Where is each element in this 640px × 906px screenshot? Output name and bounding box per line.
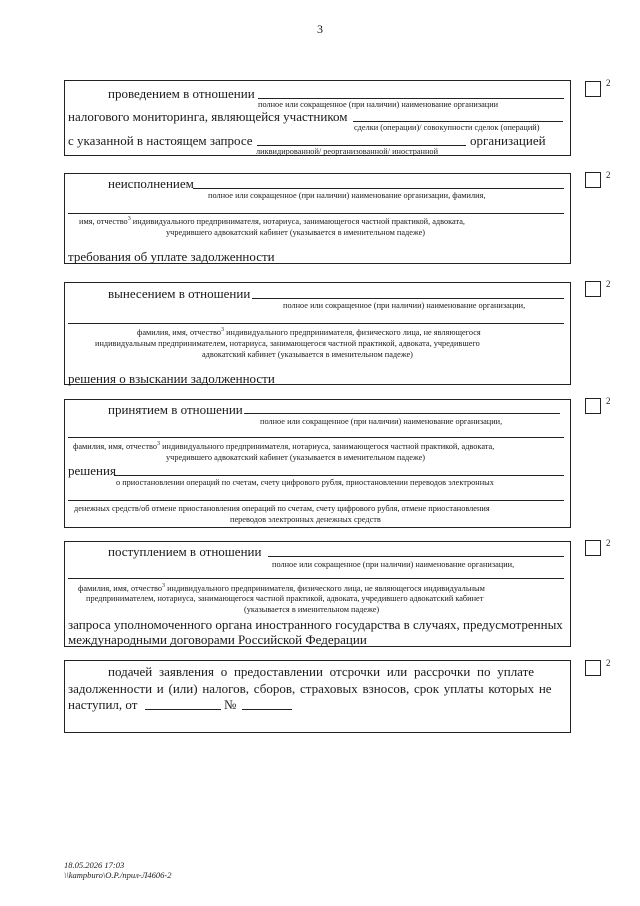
organization-status-field[interactable] xyxy=(257,145,466,146)
checkbox-footnote-mark: 2 xyxy=(606,78,611,88)
foreign-request-label: поступлением в отношении xyxy=(108,544,262,559)
decision-type-field[interactable] xyxy=(114,475,564,476)
decision-type-hint: о приостановлении операций по счетам, счету цифрового рубля, приостановлении переводов электронных xyxy=(116,478,494,487)
foreign-request-text-1: запроса уполномоченного органа иностранного государства в случаях, предусмотренных xyxy=(68,617,563,632)
checkbox-non-fulfillment[interactable] xyxy=(585,172,601,188)
requested-party-hint-2: фамилия, имя, отчество$^3$ индивидуального предпринимателя, физического лица, не являющегося индивидуальным xyxy=(78,583,485,593)
requested-party-field[interactable] xyxy=(268,556,564,557)
organization-status-hint: ликвидированной/ реорганизованной/ иностранной xyxy=(256,147,439,156)
debtor-name-field[interactable] xyxy=(252,298,564,299)
foreign-request-text-2: международными договорами Российской Федерации xyxy=(68,632,367,647)
checkbox-recovery-decision[interactable] xyxy=(585,281,601,297)
debtor-name-hint: полное или сокращенное (при наличии) наименование организации, xyxy=(283,301,526,310)
suspension-decision-label: принятием в отношении xyxy=(108,402,243,417)
taxpayer-name-field[interactable] xyxy=(193,188,564,189)
taxpayer-name-hint: полное или сокращенное (при наличии) наименование организации, фамилия, xyxy=(208,191,486,200)
deferral-text-3: наступил, от xyxy=(68,697,138,712)
checkbox-foreign-request[interactable] xyxy=(585,540,601,556)
taxpayer-name-field-2[interactable] xyxy=(68,213,564,214)
number-sign: № xyxy=(224,697,237,712)
debt-demand-label: требования об уплате задолженности xyxy=(68,249,275,264)
requested-party-field-2[interactable] xyxy=(68,578,564,579)
monitoring-line3-label: с указанной в настоящем запросе xyxy=(68,133,253,148)
organization-name-field[interactable] xyxy=(258,98,564,99)
footer-file-path: \\kampburo\О.Р./прил-Л4606-2 xyxy=(64,870,172,880)
decision-type-hint-2: денежных средств/об отмене приостановления операций по счетам, счету цифрового рубля, отмене приостановления xyxy=(74,504,490,513)
deal-type-hint: сделки (операции)/ совокупности сделок (операций) xyxy=(354,123,540,132)
checkbox-footnote-mark: 2 xyxy=(606,396,611,406)
taxpayer-name-hint-3: учредившего адвокатский кабинет (указывается в именительном падеже) xyxy=(166,228,426,237)
debtor-name-hint-4: адвокатский кабинет (указывается в именительном падеже) xyxy=(202,350,413,359)
monitoring-line1-label: проведением в отношении xyxy=(108,86,255,101)
checkbox-suspension-decision[interactable] xyxy=(585,398,601,414)
checkbox-footnote-mark: 2 xyxy=(606,658,611,668)
decision-label: решения xyxy=(68,463,116,478)
subject-name-hint-3: учредившего адвокатский кабинет (указывается в именительном падеже) xyxy=(166,453,426,462)
monitoring-line2-label: налогового мониторинга, являющейся участником xyxy=(68,109,348,124)
footer-date: 18.05.2026 17:03 xyxy=(64,860,125,870)
recovery-decision-text: решения о взыскании задолженности xyxy=(68,371,275,386)
debtor-name-field-2[interactable] xyxy=(68,323,564,324)
decision-type-field-2[interactable] xyxy=(68,500,564,501)
requested-party-hint: полное или сокращенное (при наличии) наименование организации, xyxy=(272,560,515,569)
requested-party-hint-3: предпринимателем, нотариуса, занимающегося частной практикой, адвоката, учредившего адвокатский кабинет xyxy=(86,594,484,603)
subject-name-field-2[interactable] xyxy=(68,437,564,438)
taxpayer-name-hint-2: имя, отчество$^3$ индивидуального предпринимателя, нотариуса, занимающегося частной практикой, адвоката, xyxy=(79,216,465,226)
application-number-field[interactable] xyxy=(242,709,292,710)
subject-name-hint-2: фамилия, имя, отчество$^3$ индивидуального предпринимателя, нотариуса, занимающегося частной практикой, адвоката, xyxy=(73,441,495,451)
page-number: 3 xyxy=(317,22,323,36)
requested-party-hint-4: (указывается в именительном падеже) xyxy=(244,605,380,614)
decision-type-hint-3: переводов электронных денежных средств xyxy=(230,515,381,524)
monitoring-line3-suffix: организацией xyxy=(470,133,546,148)
organization-name-hint: полное или сокращенное (при наличии) наименование организации xyxy=(258,100,499,109)
debtor-name-hint-3: индивидуальным предпринимателем, нотариуса, занимающегося частной практикой, адвоката, учредившего xyxy=(95,339,480,348)
deal-type-field[interactable] xyxy=(353,121,563,122)
deferral-text-2: задолженности и (или) налогов, сборов, страховых взносов, срок уплаты которых не xyxy=(68,681,552,696)
application-date-field[interactable] xyxy=(145,709,221,710)
checkbox-footnote-mark: 2 xyxy=(606,279,611,289)
debtor-name-hint-2: фамилия, имя, отчество$^3$ индивидуального предпринимателя, физического лица, не являющегося xyxy=(137,327,481,337)
non-fulfillment-label: неисполнением xyxy=(108,176,194,191)
checkbox-footnote-mark: 2 xyxy=(606,170,611,180)
deferral-text-1: подачей заявления о предоставлении отсрочки или рассрочки по уплате xyxy=(108,664,535,679)
subject-name-hint: полное или сокращенное (при наличии) наименование организации, xyxy=(260,417,503,426)
subject-name-field[interactable] xyxy=(244,413,560,414)
checkbox-footnote-mark: 2 xyxy=(606,538,611,548)
checkbox-monitoring[interactable] xyxy=(585,81,601,97)
recovery-decision-label: вынесением в отношении xyxy=(108,286,251,301)
checkbox-deferral-application[interactable] xyxy=(585,660,601,676)
